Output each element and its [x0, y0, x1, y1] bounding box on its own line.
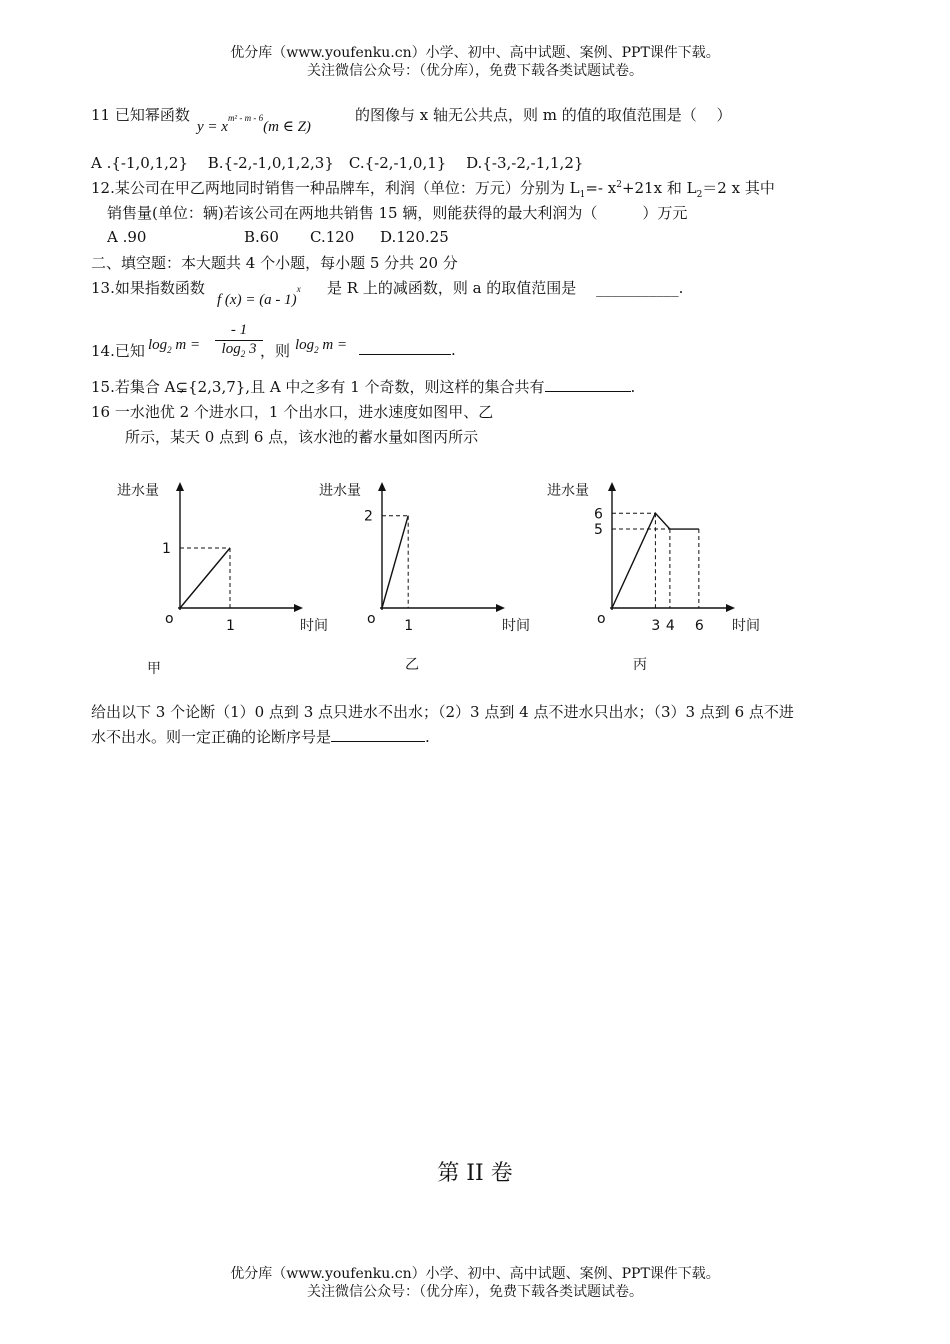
- origin-label: o: [367, 611, 376, 627]
- q14-period: .: [451, 341, 456, 359]
- q13-formula-exp: x: [296, 284, 301, 294]
- footer-line-2: 关注微信公众号：（优分库），免费下载各类试题试卷。: [307, 1284, 643, 1300]
- section-2-heading: 二、填空题：本大题共 4 个小题，每小题 5 分共 20 分: [91, 254, 458, 272]
- q11-prefix: 11 已知幂函数: [91, 106, 190, 124]
- q14-denominator: [215, 341, 263, 359]
- q14-answer-blank[interactable]: [359, 340, 451, 355]
- chart-title: 乙: [405, 657, 419, 673]
- y-axis-arrow: [378, 482, 386, 491]
- q12-text-c: +21x 和 L: [621, 179, 697, 197]
- conclusion-line-1: 给出以下 3 个论断（1）0 点到 3 点只进水不出水；（2）3 点到 4 点不进水只出水；（3）3 点到 6 点不进: [91, 703, 794, 721]
- q12-option-b: B.60: [244, 228, 279, 246]
- origin-label: o: [165, 611, 174, 627]
- q12-line-2: 销售量(单位：辆)若该公司在两地共销售 15 辆，则能获得的最大利润为（ ）万元: [107, 204, 688, 222]
- series-line: [180, 548, 230, 608]
- chart-title: 甲: [147, 661, 161, 677]
- q12-sub-2: 2: [696, 190, 703, 200]
- x-axis-arrow: [294, 604, 303, 612]
- q12-line-1: [91, 177, 775, 200]
- footer-line-1: 优分库（www.youfenku.cn）小学、初中、高中试题、案例、PPT课件下载。: [230, 1266, 720, 1282]
- q14-mid: ，则: [260, 342, 291, 360]
- q14-lhs-log: log: [148, 337, 168, 353]
- q12-text-b: =- x: [585, 179, 617, 197]
- q11-formula-cond: (m ∈ Z): [263, 119, 311, 135]
- x-tick-label: 4: [665, 618, 675, 634]
- q15-text-a: 15.若集合 A: [91, 378, 176, 396]
- q11-formula: [197, 113, 311, 136]
- header-line-2: 关注微信公众号：（优分库），免费下载各类试题试卷。: [307, 63, 643, 79]
- x-tick-label: 6: [694, 618, 704, 634]
- q16-line-1: 16 一水池优 2 个进水口，1 个出水口，进水速度如图甲、乙: [91, 403, 494, 421]
- q12-option-a: A .90: [107, 228, 147, 246]
- q14-rhs-log: log: [295, 337, 315, 353]
- x-tick-label: 1: [404, 618, 414, 634]
- q12-option-c: C.120: [310, 228, 355, 246]
- y-tick-label: 6: [594, 506, 603, 523]
- conclusion-line-2: [91, 726, 430, 747]
- x-axis-arrow: [496, 604, 505, 612]
- q14-rhs: [295, 337, 347, 355]
- q14-fraction: [215, 322, 263, 359]
- q11-options: A .{-1,0,1,2} B.{-2,-1,0,1,2,3} C.{-2,-1,0,1} D.{-3,-2,-1,1,2}: [91, 154, 584, 172]
- part-2-title: 第 II 卷: [437, 1161, 513, 1186]
- x-axis-arrow: [726, 604, 735, 612]
- origin-label: o: [597, 611, 606, 627]
- chart-title: 丙: [633, 657, 647, 673]
- q14-den-log: log: [221, 341, 241, 357]
- q13-prefix: 13.如果指数函数: [91, 279, 205, 297]
- q12-sup-2: 2: [616, 180, 622, 190]
- q13-suffix: 是 R 上的减函数，则 a 的取值范围是 ___________.: [327, 279, 684, 297]
- x-axis-label: 时间: [502, 618, 530, 634]
- q14-prefix: 14.已知: [91, 342, 145, 360]
- x-axis-label: 时间: [732, 618, 760, 634]
- y-axis-arrow: [608, 482, 616, 491]
- chart-bing: [540, 475, 770, 685]
- q14-rhs-var: m =: [318, 337, 348, 353]
- q14-numerator: - 1: [215, 322, 263, 341]
- q13-formula-base: f (x) = (a - 1): [217, 292, 297, 308]
- q12-text-d: ＝2 x 其中: [702, 179, 775, 197]
- x-axis-label: 时间: [300, 618, 328, 634]
- q14-answer: [359, 340, 456, 359]
- q16-line-2: 所示，某天 0 点到 6 点，该水池的蓄水量如图丙所示: [125, 428, 479, 446]
- q12-option-d: D.120.25: [380, 228, 449, 246]
- conclusion-period: .: [425, 728, 430, 746]
- chart-ylabel: 进水量: [117, 483, 159, 499]
- q14-lhs: [148, 337, 200, 355]
- x-tick-label: 1: [226, 618, 235, 634]
- q13-formula: [217, 284, 301, 309]
- q15-period: .: [630, 378, 636, 396]
- q11-formula-y: y = x: [197, 119, 228, 135]
- q14-lhs-sub: 2: [167, 345, 172, 355]
- q15-text-b: {2,3,7},且 A 中之多有 1 个奇数，则这样的集合共有: [188, 378, 545, 396]
- q14-rhs-sub: 2: [314, 345, 319, 355]
- q14-lhs-var: m =: [171, 337, 201, 353]
- q15-answer-blank[interactable]: [545, 377, 631, 392]
- y-tick-label: 1: [162, 541, 171, 557]
- conclusion-text: 水不出水。则一定正确的论断序号是: [91, 728, 332, 746]
- q15-line: [91, 376, 635, 397]
- q11-formula-exp: m² - m - 6: [227, 113, 264, 123]
- q14-den-sub: 2: [240, 349, 246, 359]
- y-tick-label: 2: [364, 508, 373, 525]
- x-tick-label: 3: [651, 618, 661, 634]
- q12-text-a: 12.某公司在甲乙两地同时销售一种品牌车，利润（单位：万元）分别为 L: [91, 179, 580, 197]
- q14-den-val: 3: [245, 341, 257, 357]
- chart-yi: [312, 475, 532, 685]
- q11-suffix: 的图像与 x 轴无公共点，则 m 的值的取值范围是（ ）: [355, 106, 732, 124]
- conclusion-answer-blank[interactable]: [331, 727, 425, 742]
- header-line-1: 优分库（www.youfenku.cn）小学、初中、高中试题、案例、PPT课件下载。: [230, 45, 720, 61]
- chart-jia: [110, 475, 330, 685]
- chart-ylabel: 进水量: [319, 483, 361, 499]
- y-tick-label: 5: [594, 522, 603, 539]
- chart-ylabel: 进水量: [547, 483, 589, 499]
- y-axis-arrow: [176, 482, 184, 491]
- q12-sub-1: 1: [579, 190, 586, 200]
- q15-subset-symbol: ⊊: [175, 378, 189, 396]
- series-line: [382, 516, 408, 608]
